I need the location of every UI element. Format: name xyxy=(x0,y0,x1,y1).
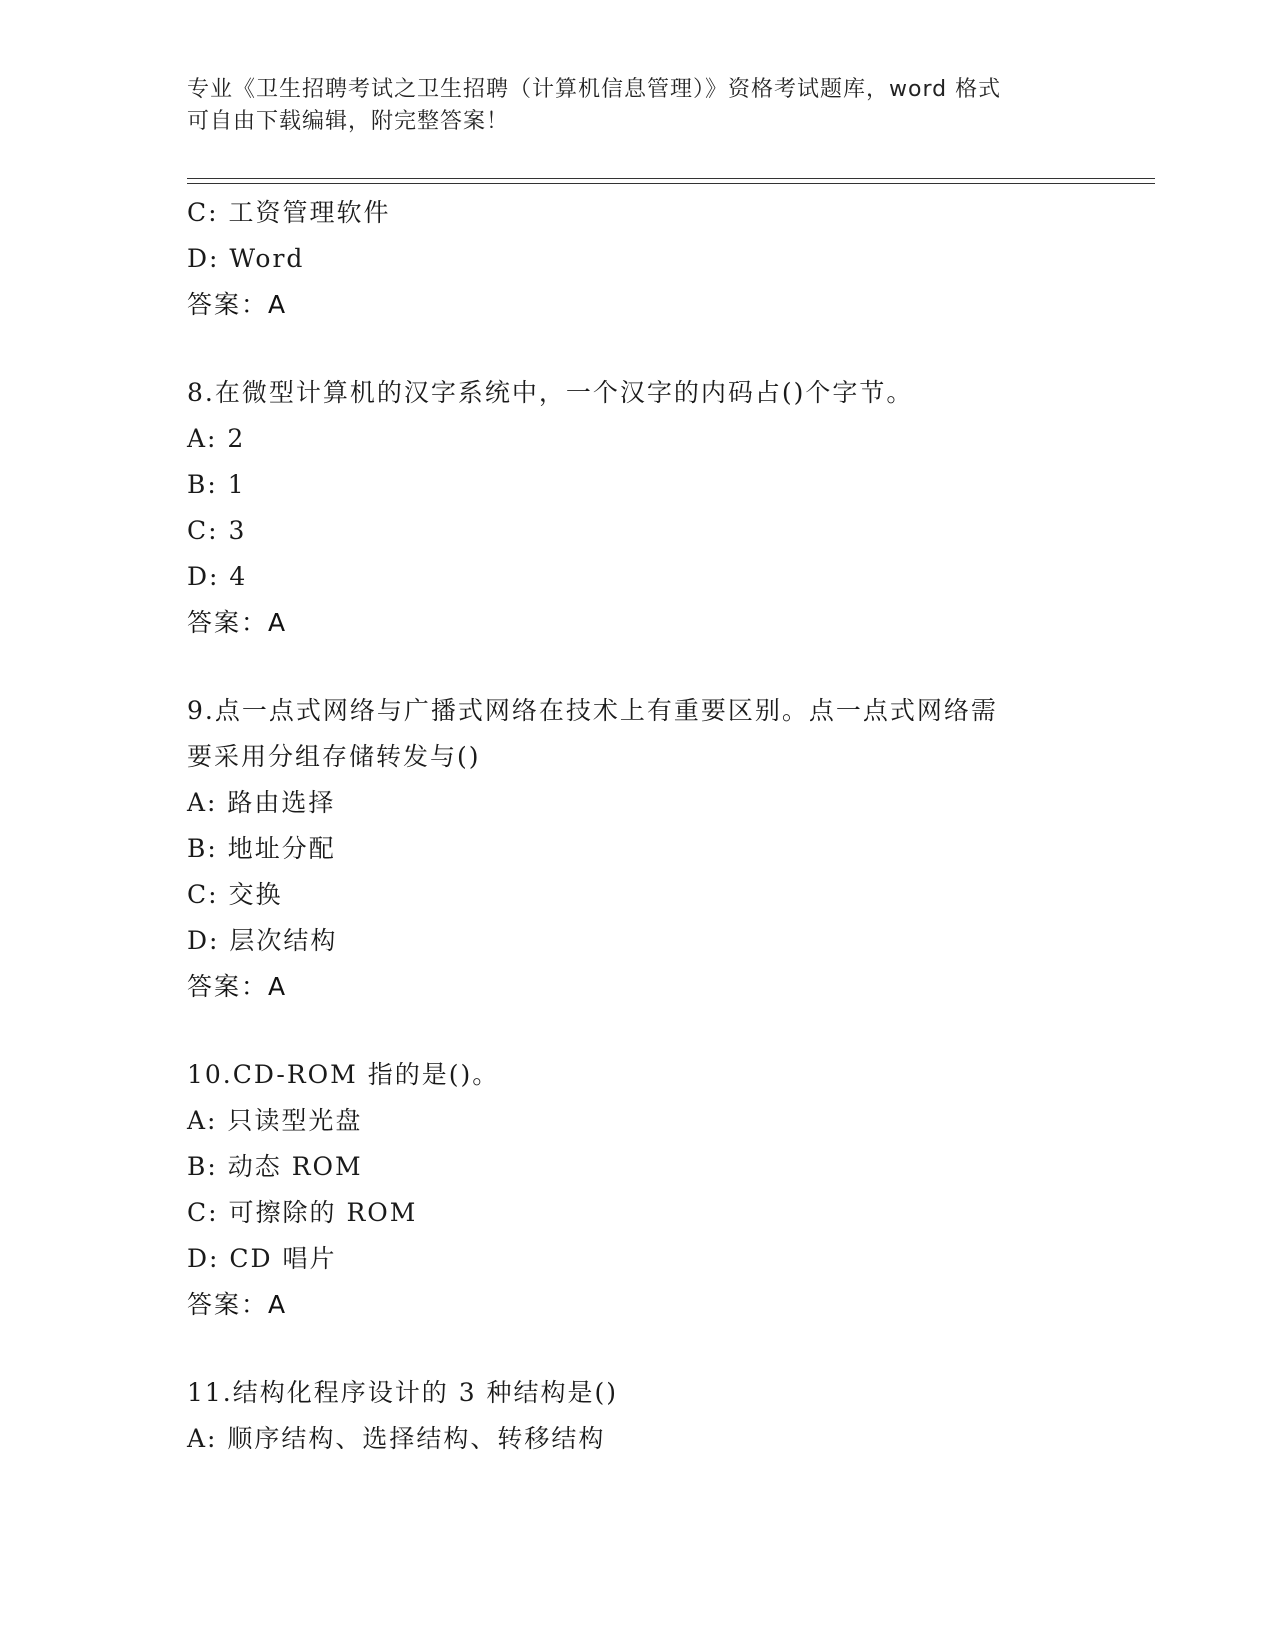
question-9 xyxy=(187,688,1087,1010)
question-11 xyxy=(187,1370,1087,1462)
answer-line: 答案：A xyxy=(187,972,288,1001)
question-10 xyxy=(187,1052,1087,1328)
option-a: A: 2 xyxy=(187,424,246,453)
header-divider-bottom xyxy=(187,183,1155,184)
document-header xyxy=(187,74,1067,138)
option-d: D: 层次结构 xyxy=(187,926,338,955)
answer-line: 答案：A xyxy=(187,290,288,319)
option-d: D: Word xyxy=(187,244,305,273)
question-list xyxy=(187,190,1087,1462)
question-stem: 10.CD-ROM 指的是()。 xyxy=(187,1060,500,1089)
option-c: C: 可擦除的 ROM xyxy=(187,1198,418,1227)
question-stem: 8.在微型计算机的汉字系统中，一个汉字的内码占()个字节。 xyxy=(187,378,914,407)
question-stem: 11.结构化程序设计的 3 种结构是() xyxy=(187,1378,619,1407)
option-c: C: 工资管理软件 xyxy=(187,198,391,227)
header-line-1: 专业《卫生招聘考试之卫生招聘（计算机信息管理）》资格考试题库，word 格式 xyxy=(187,77,1002,102)
option-b: B: 1 xyxy=(187,470,246,499)
option-c: C: 交换 xyxy=(187,880,283,909)
question-8 xyxy=(187,370,1087,646)
option-a: A: 路由选择 xyxy=(187,788,336,817)
question-stem-line-2: 要采用分组存储转发与() xyxy=(187,742,481,771)
header-divider-top xyxy=(187,178,1155,179)
option-a: A: 只读型光盘 xyxy=(187,1106,363,1135)
option-b: B: 地址分配 xyxy=(187,834,336,863)
option-c: C: 3 xyxy=(187,516,247,545)
answer-line: 答案：A xyxy=(187,1290,288,1319)
option-d: D: 4 xyxy=(187,562,248,591)
question-stem-line-1: 9.点一点式网络与广播式网络在技术上有重要区别。点一点式网络需 xyxy=(187,696,998,725)
option-d: D: CD 唱片 xyxy=(187,1244,337,1273)
header-line-2: 可自由下载编辑，附完整答案！ xyxy=(187,109,510,134)
option-b: B: 动态 ROM xyxy=(187,1152,363,1181)
option-a: A: 顺序结构、选择结构、转移结构 xyxy=(187,1424,606,1453)
answer-line: 答案：A xyxy=(187,608,288,637)
